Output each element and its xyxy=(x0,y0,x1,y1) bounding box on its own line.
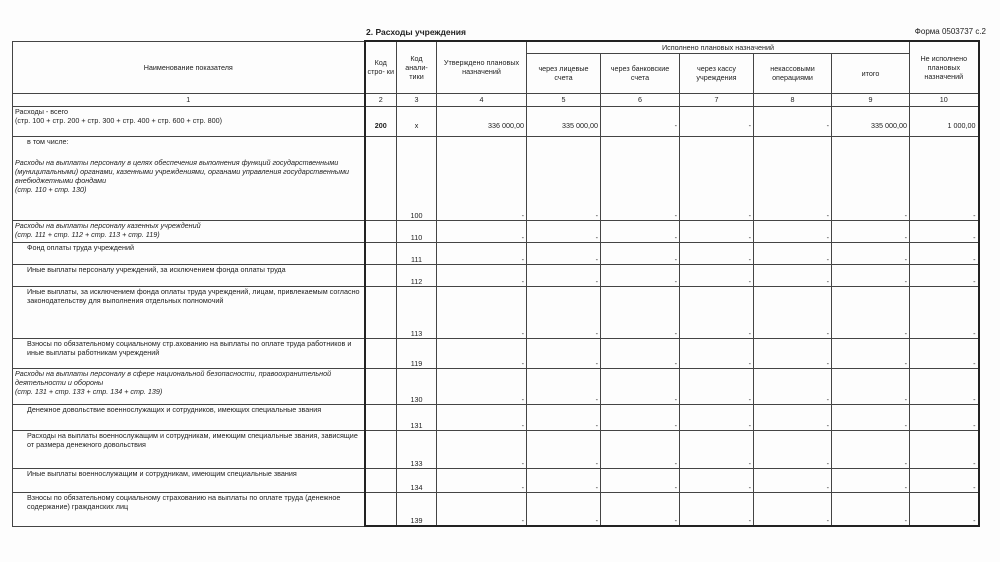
table-row xyxy=(13,286,979,338)
cell-not-executed: - xyxy=(910,338,979,368)
row-code xyxy=(365,264,397,286)
table-row xyxy=(13,242,979,264)
cell-noncash: - xyxy=(754,492,832,526)
row-formula: (стр. 111 + стр. 112 + стр. 113 + стр. 119) xyxy=(15,229,160,239)
col-number: 6 xyxy=(601,93,680,106)
row-analytic-code: 139 xyxy=(397,492,437,526)
cell-bank-accounts: - xyxy=(601,242,680,264)
cell-approved: - xyxy=(437,264,527,286)
row-name xyxy=(13,136,365,220)
cell-personal-accounts: - xyxy=(527,404,601,430)
row-label: Расходы на выплаты персоналу казенных учреждений xyxy=(15,220,201,230)
cell-cash: - xyxy=(680,468,754,492)
row-analytic-code: 113 xyxy=(397,286,437,338)
table-row xyxy=(13,368,979,404)
row-name xyxy=(13,468,365,492)
cell-noncash: - xyxy=(754,220,832,242)
row-analytic-code: 119 xyxy=(397,338,437,368)
col-number: 10 xyxy=(910,93,979,106)
cell-cash: - xyxy=(680,338,754,368)
row-200-label: Расходы - всего xyxy=(15,106,69,116)
cell-cash: - xyxy=(680,368,754,404)
row-code xyxy=(365,220,397,242)
cell-approved: - xyxy=(437,136,527,220)
cell-bank-accounts: - xyxy=(601,220,680,242)
col-number: 9 xyxy=(832,93,910,106)
cell-not-executed: 1 000,00 xyxy=(910,106,979,136)
cell-personal-accounts: - xyxy=(527,468,601,492)
row-label: Расходы на выплаты персоналу в целях обеспечения выполнения функций государственными (муниципальными) органами, казенными учреждениями, органами управления государственными внебюджетными фондами xyxy=(15,157,350,185)
cell-not-executed: - xyxy=(910,368,979,404)
section-title: 2. Расходы учреждения xyxy=(366,27,466,37)
cell-noncash: - xyxy=(754,404,832,430)
row-label: Взносы по обязательному социальному страхованию на выплаты по оплате труда (денежное содержание) гражданских лиц xyxy=(27,492,341,511)
cell-personal-accounts: - xyxy=(527,338,601,368)
header-approved: Утверждено плановых назначений xyxy=(437,41,527,93)
cell-not-executed: - xyxy=(910,220,979,242)
row-code xyxy=(365,242,397,264)
cell-noncash: - xyxy=(754,106,832,136)
cell-not-executed: - xyxy=(910,242,979,264)
row-code xyxy=(365,368,397,404)
col-number: 1 xyxy=(13,93,365,106)
table-row xyxy=(13,404,979,430)
header-name: Наименование показателя xyxy=(13,41,365,93)
table-row xyxy=(13,492,979,526)
cell-approved: - xyxy=(437,492,527,526)
cell-approved: - xyxy=(437,404,527,430)
cell-approved: - xyxy=(437,368,527,404)
table-row xyxy=(13,136,979,220)
row-code xyxy=(365,468,397,492)
table-row xyxy=(13,468,979,492)
row-formula: (стр. 131 + стр. 133 + стр. 134 + стр. 139) xyxy=(15,386,163,396)
cell-personal-accounts: - xyxy=(527,368,601,404)
header-personal-accounts: через лицевые счета xyxy=(527,53,601,93)
row-name xyxy=(13,264,365,286)
row-label: Расходы на выплаты персоналу в сфере национальной безопасности, правоохранительной деятельности и обороны xyxy=(15,368,332,387)
cell-noncash: - xyxy=(754,430,832,468)
row-label: Взносы по обязательному социальному стр.ахованию на выплаты по оплате труда работников и иные выплаты работникам учреждений xyxy=(27,338,352,357)
cell-total: 335 000,00 xyxy=(832,106,910,136)
cell-cash: - xyxy=(680,404,754,430)
cell-not-executed: - xyxy=(910,492,979,526)
cell-total: - xyxy=(832,220,910,242)
row-label: Денежное довольствие военнослужащих и сотрудников, имеющих специальные звания xyxy=(27,404,322,414)
row-label: Иные выплаты персоналу учреждений, за исключением фонда оплаты труда xyxy=(27,264,286,274)
table-row xyxy=(13,220,979,242)
header-code-line: Код стро- ки xyxy=(365,41,397,93)
cell-total: - xyxy=(832,468,910,492)
cell-approved: - xyxy=(437,468,527,492)
cell-total: - xyxy=(832,242,910,264)
row-name xyxy=(13,106,365,136)
cell-not-executed: - xyxy=(910,430,979,468)
cell-personal-accounts: - xyxy=(527,492,601,526)
cell-approved: - xyxy=(437,286,527,338)
cell-bank-accounts: - xyxy=(601,404,680,430)
header-noncash: некассовыми операциями xyxy=(754,53,832,93)
cell-approved: - xyxy=(437,338,527,368)
cell-not-executed: - xyxy=(910,136,979,220)
row-name xyxy=(13,368,365,404)
including-label: в том числе: xyxy=(27,136,69,146)
cell-approved: - xyxy=(437,242,527,264)
row-200-formula: (стр. 100 + стр. 200 + стр. 300 + стр. 400 + стр. 600 + стр. 800) xyxy=(15,115,222,125)
row-label: Иные выплаты военнослужащим и сотрудникам, имеющим специальные звания xyxy=(27,468,297,478)
col-number: 2 xyxy=(365,93,397,106)
expenses-table xyxy=(12,40,980,527)
header-not-executed: Не исполнено плановых назначений xyxy=(910,41,979,93)
cell-bank-accounts: - xyxy=(601,492,680,526)
cell-noncash: - xyxy=(754,368,832,404)
row-code xyxy=(365,404,397,430)
header-code-analytic: Код анали- тики xyxy=(397,41,437,93)
table-row xyxy=(13,430,979,468)
row-code xyxy=(365,338,397,368)
cell-noncash: - xyxy=(754,242,832,264)
cell-personal-accounts: - xyxy=(527,264,601,286)
row-code xyxy=(365,430,397,468)
cell-noncash: - xyxy=(754,338,832,368)
cell-cash: - xyxy=(680,264,754,286)
row-analytic-code: 130 xyxy=(397,368,437,404)
cell-noncash: - xyxy=(754,286,832,338)
cell-personal-accounts: - xyxy=(527,136,601,220)
row-label: Расходы на выплаты военнослужащим и сотрудникам, имеющим специальные звания, зависящие от размера денежного довольствия xyxy=(27,430,358,449)
cell-total: - xyxy=(832,430,910,468)
row-analytic-code: x xyxy=(397,106,437,136)
cell-cash: - xyxy=(680,106,754,136)
table-row xyxy=(13,264,979,286)
cell-personal-accounts: - xyxy=(527,430,601,468)
table-row xyxy=(13,338,979,368)
header-executed-group: Исполнено плановых назначений xyxy=(527,41,910,53)
row-code xyxy=(365,492,397,526)
cell-cash: - xyxy=(680,430,754,468)
cell-noncash: - xyxy=(754,136,832,220)
row-analytic-code: 112 xyxy=(397,264,437,286)
row-code: 200 xyxy=(365,106,397,136)
cell-bank-accounts: - xyxy=(601,106,680,136)
cell-bank-accounts: - xyxy=(601,368,680,404)
cell-cash: - xyxy=(680,136,754,220)
col-number: 5 xyxy=(527,93,601,106)
cell-cash: - xyxy=(680,286,754,338)
row-formula: (стр. 110 + стр. 130) xyxy=(15,184,87,194)
cell-total: - xyxy=(832,286,910,338)
header-bank-accounts: через банковские счета xyxy=(601,53,680,93)
header-cash: через кассу учреждения xyxy=(680,53,754,93)
cell-bank-accounts: - xyxy=(601,264,680,286)
row-name xyxy=(13,338,365,368)
row-code xyxy=(365,286,397,338)
cell-bank-accounts: - xyxy=(601,286,680,338)
row-analytic-code: 100 xyxy=(397,136,437,220)
cell-total: - xyxy=(832,338,910,368)
cell-bank-accounts: - xyxy=(601,430,680,468)
cell-not-executed: - xyxy=(910,404,979,430)
cell-approved: 336 000,00 xyxy=(437,106,527,136)
row-name xyxy=(13,492,365,526)
row-analytic-code: 133 xyxy=(397,430,437,468)
cell-cash: - xyxy=(680,492,754,526)
col-number: 4 xyxy=(437,93,527,106)
col-number: 7 xyxy=(680,93,754,106)
row-analytic-code: 134 xyxy=(397,468,437,492)
row-name xyxy=(13,286,365,338)
cell-total: - xyxy=(832,264,910,286)
row-name xyxy=(13,404,365,430)
cell-total: - xyxy=(832,404,910,430)
cell-cash: - xyxy=(680,242,754,264)
row-analytic-code: 110 xyxy=(397,220,437,242)
cell-total: - xyxy=(832,492,910,526)
cell-personal-accounts: - xyxy=(527,220,601,242)
cell-approved: - xyxy=(437,430,527,468)
row-label: Фонд оплаты труда учреждений xyxy=(27,242,135,252)
row-name xyxy=(13,220,365,242)
cell-personal-accounts: - xyxy=(527,242,601,264)
row-name xyxy=(13,430,365,468)
cell-total: - xyxy=(832,368,910,404)
cell-not-executed: - xyxy=(910,286,979,338)
row-code xyxy=(365,136,397,220)
cell-personal-accounts: - xyxy=(527,286,601,338)
cell-not-executed: - xyxy=(910,264,979,286)
cell-noncash: - xyxy=(754,468,832,492)
row-analytic-code: 111 xyxy=(397,242,437,264)
cell-approved: - xyxy=(437,220,527,242)
cell-bank-accounts: - xyxy=(601,338,680,368)
cell-bank-accounts: - xyxy=(601,136,680,220)
row-analytic-code: 131 xyxy=(397,404,437,430)
cell-personal-accounts: 335 000,00 xyxy=(527,106,601,136)
cell-not-executed: - xyxy=(910,468,979,492)
header-total: итого xyxy=(832,53,910,93)
row-label: Иные выплаты, за исключением фонда оплаты труда учреждений, лицам, привлекаемым согласно законодательству для выполнения отдельных полномочий xyxy=(27,286,360,305)
col-number: 3 xyxy=(397,93,437,106)
table-row-200 xyxy=(13,106,979,136)
row-name xyxy=(13,242,365,264)
form-id: Форма 0503737 с.2 xyxy=(914,27,986,36)
cell-cash: - xyxy=(680,220,754,242)
cell-noncash: - xyxy=(754,264,832,286)
cell-total: - xyxy=(832,136,910,220)
col-number: 8 xyxy=(754,93,832,106)
cell-bank-accounts: - xyxy=(601,468,680,492)
